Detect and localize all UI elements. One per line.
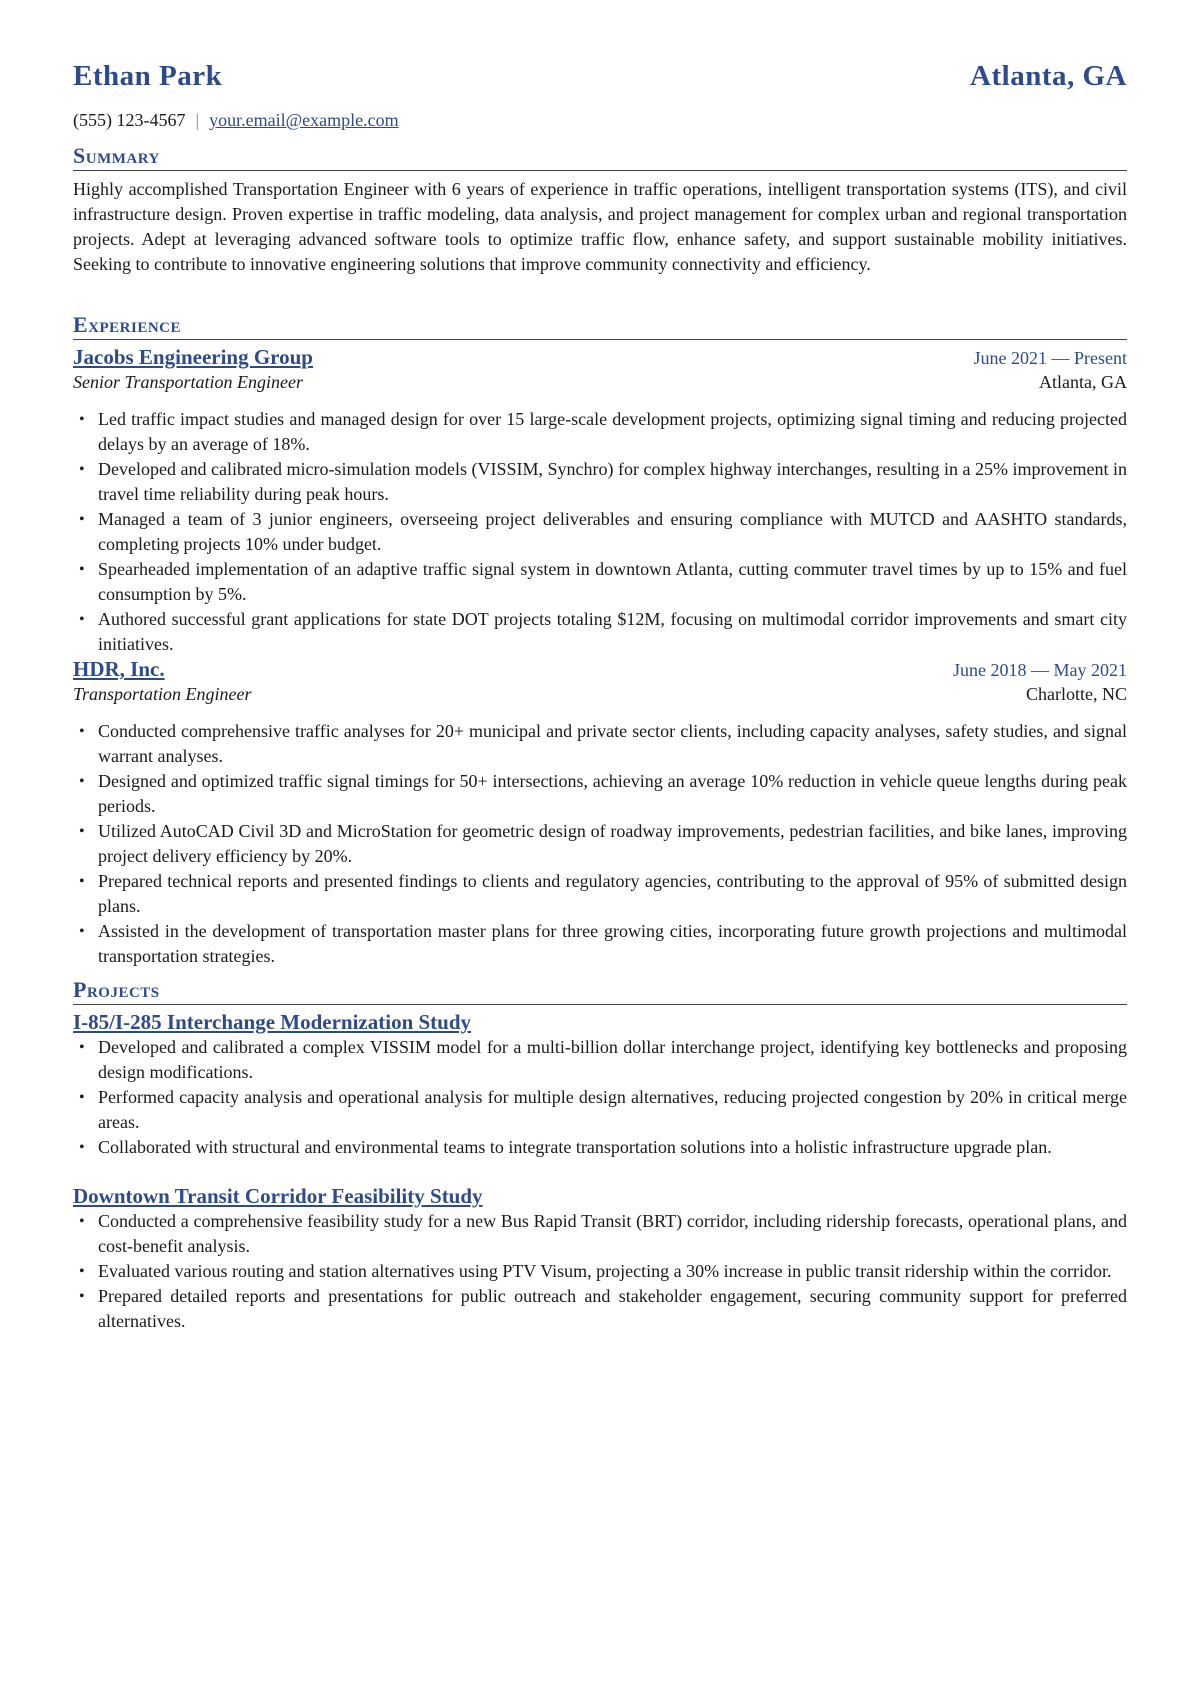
list-item: • Conducted a comprehensive feasibility study for a new Bus Rapid Transit (BRT) corridor, including ridership forecasts, operational plans, and cost-benefit analysis.: [73, 1209, 1127, 1259]
job-subheader: [73, 684, 1127, 705]
project-link[interactable]: Downtown Transit Corridor Feasibility Study: [73, 1184, 483, 1208]
list-item: • Spearheaded implementation of an adaptive traffic signal system in downtown Atlanta, cutting commuter travel times by up to 15% and fuel consumption by 5%.: [73, 557, 1127, 607]
email-link[interactable]: your.email@example.com: [209, 110, 399, 130]
summary-text: Highly accomplished Transportation Engineer with 6 years of experience in traffic operations, intelligent transportation systems (ITS), and civil infrastructure design. Proven expertise in traffic modeling, data analysis, and project management for complex urban and regional transportation projects. Adept at leveraging advanced software tools to optimize traffic flow, enhance safety, and support sustainable mobility initiatives. Seeking to contribute to innovative engineering solutions that improve community connectivity and efficiency.: [73, 179, 1127, 274]
job-bullets: [73, 407, 1127, 657]
list-item: • Assisted in the development of transportation master plans for three growing cities, incorporating future growth projections and multimodal transportation strategies.: [73, 919, 1127, 969]
list-item: • Prepared detailed reports and presentations for public outreach and stakeholder engagement, securing community support for preferred alternatives.: [73, 1284, 1127, 1334]
job-dates: June 2021 — Present: [973, 348, 1127, 368]
candidate-location: Atlanta, GA: [970, 60, 1127, 92]
list-item: • Evaluated various routing and station alternatives using PTV Visum, projecting a 30% increase in public transit ridership within the corridor.: [73, 1259, 1127, 1284]
candidate-name: Ethan Park: [73, 60, 223, 92]
job-subheader: [73, 372, 1127, 393]
list-item: • Conducted comprehensive traffic analyses for 20+ municipal and private sector clients, including capacity analyses, safety studies, and signal warrant analyses.: [73, 719, 1127, 769]
project-bullets: [73, 1035, 1127, 1160]
company-link[interactable]: Jacobs Engineering Group: [73, 345, 313, 369]
list-item: • Designed and optimized traffic signal timings for 50+ intersections, achieving an average 10% reduction in vehicle queue lengths during peak periods.: [73, 769, 1127, 819]
list-item: • Prepared technical reports and presented findings to clients and regulatory agencies, contributing to the approval of 95% of submitted design plans.: [73, 869, 1127, 919]
resume-header: [73, 60, 1127, 93]
job-location: Atlanta, GA: [1039, 372, 1127, 392]
job-role: Transportation Engineer: [73, 684, 252, 704]
job-header: [73, 345, 1127, 370]
list-item: • Authored successful grant applications for state DOT projects totaling $12M, focusing on multimodal corridor improvements and smart city initiatives.: [73, 607, 1127, 657]
project-link[interactable]: I-85/I-285 Interchange Modernization Study: [73, 1010, 472, 1034]
job-header: [73, 657, 1127, 682]
list-item: • Managed a team of 3 junior engineers, overseeing project deliverables and ensuring compliance with MUTCD and AASHTO standards, completing projects 10% under budget.: [73, 507, 1127, 557]
contact-separator: |: [195, 110, 200, 130]
list-item: • Led traffic impact studies and managed design for over 15 large-scale development projects, optimizing signal timing and reducing projected delays by an average of 18%.: [73, 407, 1127, 457]
list-item: • Developed and calibrated a complex VISSIM model for a multi-billion dollar interchange project, identifying key bottlenecks and proposing design modifications.: [73, 1035, 1127, 1085]
contact-line: [73, 110, 399, 131]
job-bullets: [73, 719, 1127, 969]
job-location: Charlotte, NC: [1026, 684, 1127, 704]
section-title-summary: Summary: [73, 143, 1127, 171]
list-item: • Collaborated with structural and environmental teams to integrate transportation solutions into a holistic infrastructure upgrade plan.: [73, 1135, 1127, 1160]
project-bullets: [73, 1209, 1127, 1334]
job-role: Senior Transportation Engineer: [73, 372, 304, 392]
section-title-projects: Projects: [73, 977, 1127, 1005]
list-item: • Utilized AutoCAD Civil 3D and MicroStation for geometric design of roadway improvements, pedestrian facilities, and bike lanes, improving project delivery efficiency by 20%.: [73, 819, 1127, 869]
section-title-experience: Experience: [73, 312, 1127, 340]
job-dates: June 2018 — May 2021: [953, 660, 1127, 680]
list-item: • Developed and calibrated micro-simulation models (VISSIM, Synchro) for complex highway interchanges, resulting in a 25% improvement in travel time reliability during peak hours.: [73, 457, 1127, 507]
phone-number: (555) 123-4567: [73, 110, 186, 130]
list-item: • Performed capacity analysis and operational analysis for multiple design alternatives, reducing projected congestion by 20% in critical merge areas.: [73, 1085, 1127, 1135]
company-link[interactable]: HDR, Inc.: [73, 657, 165, 681]
